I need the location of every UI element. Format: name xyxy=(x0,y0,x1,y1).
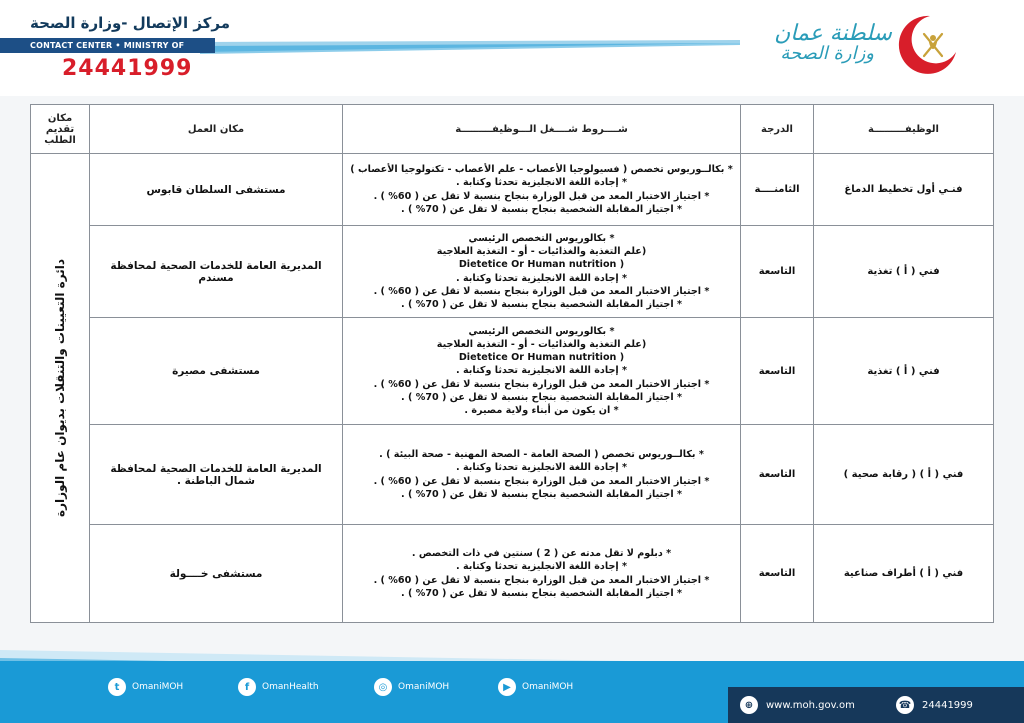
condition-line: * إجادة اللغة الانجليزية تحدثا وكتابة . xyxy=(455,177,628,189)
condition-line: * دبلوم لا تقل مدته عن ( 2 ) سنتين في ذات التخصص . xyxy=(411,548,672,560)
workplace-cell: مستشفى مصيرة xyxy=(172,365,260,377)
table-row xyxy=(31,425,994,525)
condition-line: * اجتياز الاختبار المعد من قبل الوزارة بنجاح بنسبة لا تقل عن ( 60% ) . xyxy=(373,574,710,586)
apply-place-value: دائرة التعيينات والتنقلات بديوان عام الوزارة xyxy=(53,259,67,517)
condition-line: * بكالوريوس التخصص الرئيسي xyxy=(468,325,615,337)
footer-phone[interactable] xyxy=(896,696,973,714)
social-label: OmanHealth xyxy=(262,682,319,692)
conditions-cell xyxy=(343,318,741,425)
condition-line: * اجتياز المقابلة الشخصية بنجاح بنسبة لا تقل عن ( 70% ) . xyxy=(401,488,682,500)
table-row xyxy=(31,318,994,425)
website-link[interactable] xyxy=(740,696,855,714)
condition-line: * بكالــوريوس تخصص ( فسيولوجيا الأعصاب - علم الأعصاب - تكنولوجيا الأعصاب ) xyxy=(350,164,733,176)
header-grade: الدرجة xyxy=(741,105,814,154)
apply-place-cell xyxy=(31,154,90,623)
instagram-icon: ◎ xyxy=(374,678,392,696)
social-instagram[interactable] xyxy=(374,677,449,697)
youtube-icon: ▶ xyxy=(498,678,516,696)
phone-icon: ☎ xyxy=(896,696,914,714)
header-workplace: مكان العمل xyxy=(90,105,343,154)
ministry-logo-text xyxy=(742,22,892,64)
social-twitter[interactable] xyxy=(108,677,183,697)
contact-center-title-en: CONTACT CENTER • MINISTRY OF HEALTH xyxy=(30,41,185,65)
table-header-row xyxy=(31,105,994,154)
moh-emblem-icon xyxy=(894,12,960,78)
condition-line: * بكالــوريوس تخصص ( الصحة العامة - الصحة المهنية - صحة البيئة ) . xyxy=(379,449,704,461)
condition-line: * اجتياز المقابلة الشخصية بنجاح بنسبة لا تقل عن ( 70% ) . xyxy=(401,298,682,310)
condition-line: * بكالوريوس التخصص الرئيسي xyxy=(468,232,615,244)
conditions-cell xyxy=(343,226,741,318)
workplace-cell: المديرية العامة للخدمات الصحية لمحافظة مسندم xyxy=(110,259,322,284)
grade-cell: التاسعة xyxy=(741,318,814,425)
job-cell: فني ( أ ) تغذية xyxy=(814,226,994,318)
condition-line: (علم التغذية والغذائيات - أو - التغذية العلاجية xyxy=(436,338,647,350)
condition-line: * إجادة اللغة الانجليزية تحدثا وكتابة . xyxy=(455,561,628,573)
twitter-icon: t xyxy=(108,678,126,696)
contact-center-title-ar: مركز الإتصال -وزارة الصحة xyxy=(30,14,230,32)
grade-cell: التاسعة xyxy=(741,226,814,318)
footer-phone-label: 24441999 xyxy=(922,699,973,711)
logo-line-2: وزارة الصحة xyxy=(780,43,874,65)
facebook-icon: f xyxy=(238,678,256,696)
job-cell: فني ( أ ) ( رقابة صحية ) xyxy=(814,425,994,525)
condition-line: * إجادة اللغة الانجليزية تحدثا وكتابة . xyxy=(455,462,628,474)
condition-line: * اجتياز المقابلة الشخصية بنجاح بنسبة لا تقل عن ( 70% ) . xyxy=(401,587,682,599)
social-facebook[interactable] xyxy=(238,677,319,697)
social-label: OmaniMOH xyxy=(132,682,184,692)
condition-line: * اجتياز المقابلة الشخصية بنجاح بنسبة لا تقل عن ( 70% ) . xyxy=(401,203,682,215)
conditions-cell xyxy=(343,154,741,226)
condition-line: (علم التغذية والغذائيات - أو - التغذية العلاجية xyxy=(436,246,647,258)
grade-cell: التاسعة xyxy=(741,425,814,525)
table-row xyxy=(31,525,994,623)
grade-cell: التاسعة xyxy=(741,525,814,623)
contact-phone-number: 24441999 xyxy=(62,56,193,81)
social-youtube[interactable] xyxy=(498,677,573,697)
globe-icon: ⊕ xyxy=(740,696,758,714)
website-label: www.moh.gov.om xyxy=(766,699,855,711)
header-conditions: شــــروط شــــغل الـــوظيفـــــــــة xyxy=(343,105,741,154)
condition-line: ( Dietetice Or Human nutrition xyxy=(458,259,625,271)
condition-line: * اجتياز الاختبار المعد من قبل الوزارة بنجاح بنسبة لا تقل عن ( 60% ) . xyxy=(373,475,710,487)
workplace-cell: مستشفى خــــولة xyxy=(169,567,263,580)
condition-line: * ان يكون من أبناء ولاية مصيرة . xyxy=(464,405,619,416)
grade-cell: الثامنــــة xyxy=(741,154,814,226)
header-apply-place: مكان تقديم الطلب xyxy=(31,105,90,154)
table-row xyxy=(31,154,994,226)
header-job: الوظيفـــــــــة xyxy=(814,105,994,154)
job-cell: فني ( أ ) أطراف صناعية xyxy=(814,525,994,623)
condition-line: * اجتياز الاختبار المعد من قبل الوزارة بنجاح بنسبة لا تقل عن ( 60% ) . xyxy=(373,378,710,390)
job-cell: فني ( أ ) تغذية xyxy=(814,318,994,425)
condition-line: * اجتياز المقابلة الشخصية بنجاح بنسبة لا تقل عن ( 70% ) . xyxy=(401,391,682,403)
contact-center-strip xyxy=(0,38,215,65)
logo-line-1: سلطنة عمان xyxy=(774,21,892,46)
header-swoosh xyxy=(200,40,740,54)
condition-line: * إجادة اللغة الانجليزية تحدثا وكتابة . xyxy=(455,365,628,377)
social-label: OmaniMOH xyxy=(398,682,450,692)
condition-line: * اجتياز الاختبار المعد من قبل الوزارة بنجاح بنسبة لا تقل عن ( 60% ) . xyxy=(373,190,710,202)
condition-line: ( Dietetice Or Human nutrition xyxy=(458,352,625,364)
workplace-cell: مستشفى السلطان قابوس xyxy=(146,183,286,196)
conditions-cell xyxy=(343,525,741,623)
workplace-cell: المديرية العامة للخدمات الصحية لمحافظة شمال الباطنة . xyxy=(110,462,322,487)
conditions-cell xyxy=(343,425,741,525)
social-label: OmaniMOH xyxy=(522,682,574,692)
condition-line: * اجتياز الاختبار المعد من قبل الوزارة بنجاح بنسبة لا تقل عن ( 60% ) . xyxy=(373,285,710,297)
jobs-table xyxy=(30,104,994,623)
job-cell: فنـي أول تخطيط الدماغ xyxy=(814,154,994,226)
table-row xyxy=(31,226,994,318)
condition-line: * إجادة اللغة الانجليزية تحدثا وكتابة . xyxy=(455,272,628,284)
